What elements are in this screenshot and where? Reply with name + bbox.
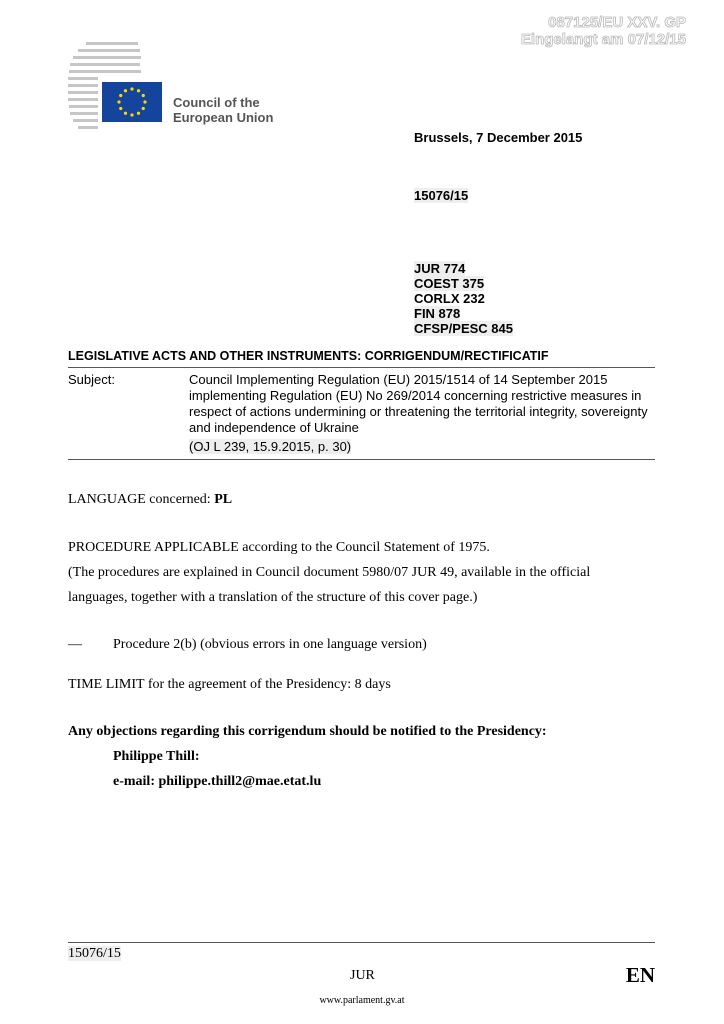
procedure-explained-1: (The procedures are explained in Council document 5980/07 JUR 49, available in the official xyxy=(68,565,591,580)
contact-email: e-mail: philippe.thill2@mae.etat.lu xyxy=(113,774,322,789)
council-name: Council of the European Union xyxy=(173,95,274,125)
code-item: JUR 774 xyxy=(414,261,466,276)
document-number: 15076/15 xyxy=(414,188,469,203)
star-icon xyxy=(130,113,133,116)
stamp-line-1: 087125/EU XXV. GP xyxy=(548,14,686,31)
star-icon xyxy=(137,112,140,115)
code-item: CFSP/PESC 845 xyxy=(414,321,513,336)
subject-text: Council Implementing Regulation (EU) 2015/1514 of 14 September 2015 implementing Regulation (EU) No 269/2014 concerning restrictive measures in respect of actions undermining or threatening the territorial integrity, sovereignty and independence of Ukraine xyxy=(189,372,648,435)
footer-language: EN xyxy=(625,963,655,987)
code-item: FIN 878 xyxy=(414,306,461,321)
star-icon xyxy=(143,100,146,103)
contact-name: Philippe Thill: xyxy=(113,749,200,764)
subject-block xyxy=(68,370,655,460)
star-icon xyxy=(130,87,133,90)
star-icon xyxy=(142,107,145,110)
star-icon xyxy=(142,94,145,97)
footer-divider xyxy=(68,942,655,943)
oj-reference: (OJ L 239, 15.9.2015, p. 30) xyxy=(189,439,352,454)
language-value: PL xyxy=(214,492,233,507)
objections-line: Any objections regarding this corrigendum should be notified to the Presidency: xyxy=(68,724,547,739)
footer-document-number: 15076/15 xyxy=(68,946,121,961)
footer-department: JUR xyxy=(350,968,375,983)
classification-codes xyxy=(414,261,513,336)
star-icon xyxy=(124,89,127,92)
procedure-dash: — xyxy=(68,637,82,652)
star-icon xyxy=(137,89,140,92)
star-icon xyxy=(119,94,122,97)
procedure-item: Procedure 2(b) (obvious errors in one language version) xyxy=(113,637,427,652)
star-icon xyxy=(124,112,127,115)
receipt-stamp xyxy=(521,14,686,48)
star-icon xyxy=(119,107,122,110)
section-title: LEGISLATIVE ACTS AND OTHER INSTRUMENTS: CORRIGENDUM/RECTIFICATIF xyxy=(68,349,655,368)
code-item: COEST 375 xyxy=(414,276,485,291)
footer-website: www.parlament.gv.at xyxy=(319,995,405,1006)
time-limit: TIME LIMIT for the agreement of the Presidency: 8 days xyxy=(68,677,391,692)
document-date: Brussels, 7 December 2015 xyxy=(414,130,583,145)
stamp-line-2: Eingelangt am 07/12/15 xyxy=(520,31,686,48)
procedure-line: PROCEDURE APPLICABLE according to the Council Statement of 1975. xyxy=(68,540,490,555)
language-line: LANGUAGE concerned: PL xyxy=(68,492,233,507)
code-item: CORLX 232 xyxy=(414,291,485,306)
star-icon xyxy=(117,100,120,103)
subject-label: Subject: xyxy=(68,372,115,387)
procedure-explained-2: languages, together with a translation of the structure of this cover page.) xyxy=(68,590,478,605)
